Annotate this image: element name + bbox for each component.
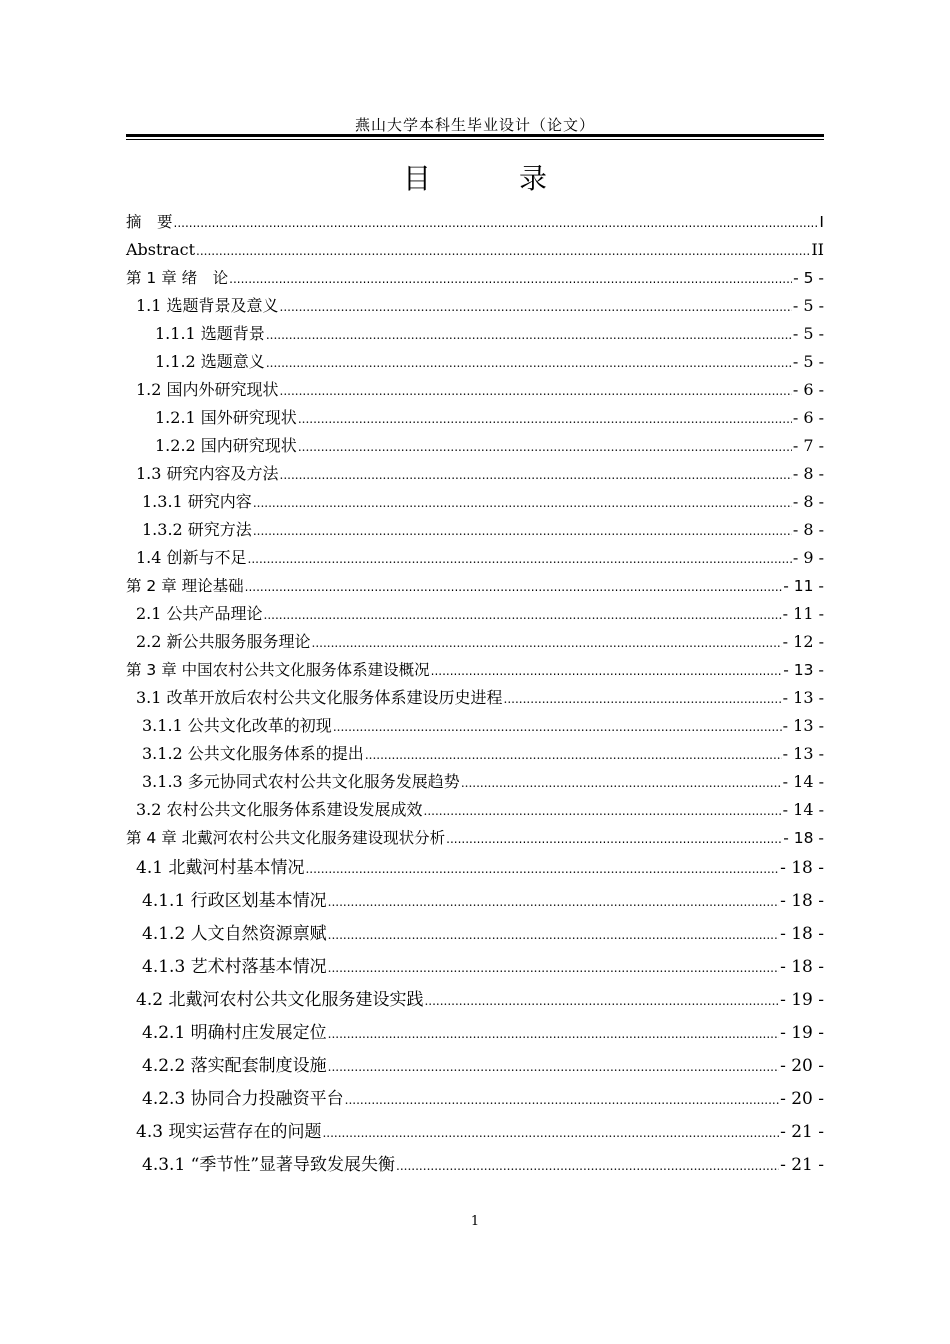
toc-leader-dots [312,629,782,657]
toc-entry[interactable] [126,1149,824,1182]
toc-entry-page: - 7 - [792,436,824,455]
toc-entry-label: 4.1.2 人文自然资源禀赋 [142,924,327,944]
page-number: 1 [470,1214,480,1229]
toc-leader-dots [280,461,792,489]
toc-leader-dots [328,886,779,919]
toc-entry-label: 4.2.3 协同合力投融资平台 [142,1089,344,1109]
toc-entry-label: 4.1.1 行政区划基本情况 [142,891,327,911]
toc-leader-dots [328,919,779,952]
toc-entry-label: 4.3.1 “季节性”显著导致发展失衡 [142,1155,396,1175]
toc-entry[interactable] [126,516,824,544]
toc-leader-dots [245,573,783,601]
toc-entry-label: 4.1.3 艺术村落基本情况 [142,957,327,977]
toc-entry-label: 1.2.1 国外研究现状 [155,408,297,427]
toc-entry[interactable] [126,951,824,984]
toc-entry[interactable] [126,740,824,768]
toc-entry-page: - 13 - [783,661,824,679]
toc-entry-page: - 6 - [792,380,824,399]
toc-entry-page: - 6 - [792,408,824,427]
header-rule-thin [126,139,824,140]
toc-entry-label: 1.1.1 选题背景 [155,324,265,343]
toc-entry-label: 1.1.2 选题意义 [155,352,265,371]
toc-entry[interactable] [126,292,824,320]
toc-entry[interactable] [126,544,824,572]
toc-leader-dots [345,1084,779,1117]
toc-entry-page: I [819,213,824,231]
toc-entry-page: - 5 - [792,296,824,315]
toc-entry-page: - 21 - [780,1155,824,1175]
toc-entry-label: 第 1 章 绪 论 [126,269,229,287]
toc-leader-dots [424,797,782,825]
toc-leader-dots [229,265,792,293]
toc-entry-page: - 19 - [780,990,824,1010]
toc-entry-label: 第 4 章 北戴河农村公共文化服务建设现状分析 [126,829,446,847]
toc-leader-dots [298,405,792,433]
toc-entry-page: - 13 - [782,716,824,735]
toc-entry[interactable] [126,348,824,376]
toc-entry-label: 1.3.2 研究方法 [142,520,252,539]
toc-leader-dots [431,657,783,685]
toc-entry[interactable] [126,320,824,348]
toc-entry-page: - 5 - [792,324,824,343]
toc-entry-label: 1.4 创新与不足 [136,548,247,567]
toc-entry-page: - 8 - [792,464,824,483]
toc-entry-page: - 11 - [782,604,824,623]
toc-entry[interactable] [126,768,824,796]
toc-entry-page: - 18 - [783,829,824,847]
toc-leader-dots [174,209,819,237]
toc-leader-dots [253,489,792,517]
toc-entry-label: 3.1.2 公共文化服务体系的提出 [142,744,364,763]
table-of-contents [126,208,824,1182]
toc-entry-page: - 12 - [782,632,824,651]
toc-entry-label: 3.2 农村公共文化服务体系建设发展成效 [136,800,423,819]
toc-entry-label: 第 2 章 理论基础 [126,577,244,595]
toc-entry-page: II [811,240,824,259]
toc-entry[interactable] [126,236,824,264]
toc-entry-page: - 5 - [792,352,824,371]
toc-entry[interactable] [126,712,824,740]
toc-entry[interactable] [126,432,824,460]
toc-entry[interactable] [126,796,824,824]
toc-leader-dots [196,237,810,265]
toc-entry[interactable] [126,1116,824,1149]
toc-entry-label: 4.2.1 明确村庄发展定位 [142,1023,327,1043]
toc-entry-label: 4.1 北戴河村基本情况 [136,858,305,878]
toc-entry[interactable] [126,852,824,885]
toc-leader-dots [446,825,782,853]
toc-leader-dots [253,517,792,545]
toc-entry[interactable] [126,404,824,432]
toc-leader-dots [328,952,779,985]
toc-entry[interactable] [126,1017,824,1050]
toc-entry-page: - 14 - [782,772,824,791]
toc-entry-page: - 20 - [780,1089,824,1109]
toc-entry-page: - 14 - [782,800,824,819]
toc-entry-label: 4.3 现实运营存在的问题 [136,1122,322,1142]
toc-entry-page: - 18 - [780,858,824,878]
toc-entry-label: 1.2.2 国内研究现状 [155,436,297,455]
toc-leader-dots [461,769,782,797]
toc-entry-label: 1.3.1 研究内容 [142,492,252,511]
toc-entry[interactable] [126,628,824,656]
toc-entry-page: - 5 - [793,269,824,287]
toc-entry-page: - 9 - [792,548,824,567]
toc-leader-dots [504,685,782,713]
toc-leader-dots [424,985,779,1018]
toc-entry[interactable] [126,1050,824,1083]
header-rule-thick [126,134,824,137]
toc-entry[interactable] [126,684,824,712]
toc-leader-dots [328,1018,779,1051]
toc-entry-page: - 11 - [783,577,824,595]
toc-entry-label: 2.1 公共产品理论 [136,604,263,623]
page-header: 燕山大学本科生毕业设计（论文） [354,116,595,134]
toc-entry[interactable] [126,376,824,404]
toc-entry-label: 摘 要 [126,213,173,231]
toc-entry-page: - 8 - [792,492,824,511]
toc-entry[interactable] [126,918,824,951]
toc-leader-dots [322,1117,779,1150]
toc-entry-label: 4.2.2 落实配套制度设施 [142,1056,327,1076]
toc-entry-label: 4.2 北戴河农村公共文化服务建设实践 [136,990,424,1010]
toc-entry-page: - 13 - [782,688,824,707]
toc-entry-label: 3.1 改革开放后农村公共文化服务体系建设历史进程 [136,688,503,707]
toc-leader-dots [266,321,792,349]
toc-leader-dots [333,713,782,741]
toc-entry-label: 1.3 研究内容及方法 [136,464,279,483]
toc-entry-page: - 21 - [780,1122,824,1142]
toc-title: 目 录 [402,162,577,195]
toc-entry[interactable] [126,1083,824,1116]
toc-entry[interactable] [126,656,824,684]
toc-entry[interactable] [126,488,824,516]
toc-leader-dots [280,377,792,405]
toc-entry-page: - 18 - [780,891,824,911]
toc-leader-dots [298,433,792,461]
toc-entry-page: - 18 - [780,924,824,944]
toc-entry[interactable] [126,264,824,292]
toc-entry-page: - 19 - [780,1023,824,1043]
toc-entry-label: 3.1.3 多元协同式农村公共文化服务发展趋势 [142,772,460,791]
toc-leader-dots [396,1150,779,1183]
toc-leader-dots [280,293,792,321]
toc-entry[interactable] [126,572,824,600]
toc-leader-dots [248,545,792,573]
toc-leader-dots [264,601,782,629]
toc-entry[interactable] [126,824,824,852]
toc-entry[interactable] [126,600,824,628]
toc-entry-label: 1.2 国内外研究现状 [136,380,279,399]
toc-entry-page: - 8 - [792,520,824,539]
toc-entry-label: 1.1 选题背景及意义 [136,296,279,315]
toc-leader-dots [365,741,782,769]
toc-leader-dots [266,349,792,377]
toc-entry[interactable] [126,984,824,1017]
toc-leader-dots [305,853,779,886]
toc-entry-label: 2.2 新公共服务服务理论 [136,632,311,651]
toc-entry-page: - 18 - [780,957,824,977]
toc-entry-label: 第 3 章 中国农村公共文化服务体系建设概况 [126,661,430,679]
toc-entry[interactable] [126,885,824,918]
toc-entry[interactable] [126,208,824,236]
toc-entry[interactable] [126,460,824,488]
toc-entry-page: - 13 - [782,744,824,763]
toc-leader-dots [328,1051,779,1084]
toc-entry-page: - 20 - [780,1056,824,1076]
toc-entry-label: 3.1.1 公共文化改革的初现 [142,716,332,735]
toc-entry-label: Abstract [126,240,196,259]
